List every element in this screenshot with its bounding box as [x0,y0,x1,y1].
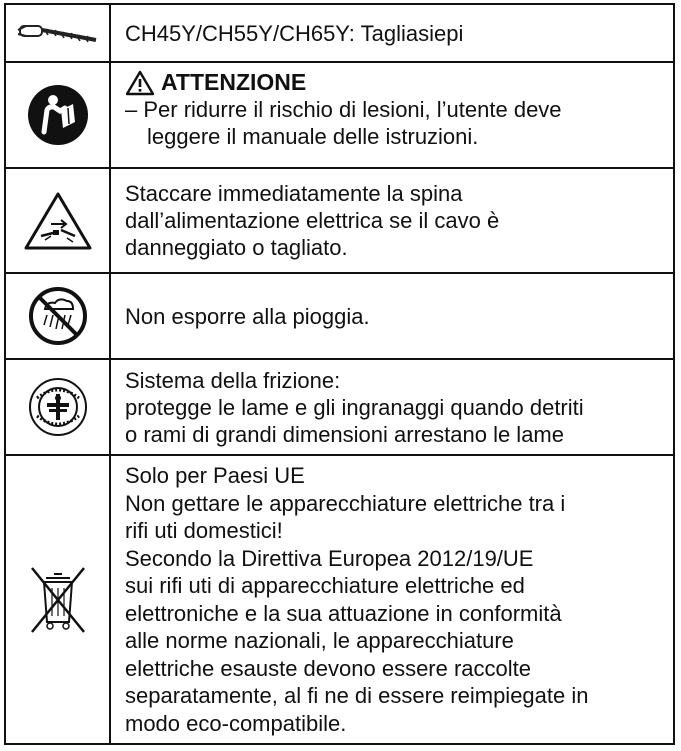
no-rain-icon [27,285,89,347]
table-row-product [6,5,673,63]
product-title: CH45Y/CH55Y/CH65Y: Tagliasiepi [125,20,464,46]
icon-cell [6,63,111,167]
table-row-weee [6,456,673,743]
warning-triangle-icon [125,70,155,96]
warning-line: leggere il manuale delle istruzioni. [147,124,479,149]
read-manual-icon [27,84,89,146]
table-row-rain [6,274,673,360]
icon-cell [6,360,111,454]
text-cell [111,456,673,743]
table-row-warning [6,63,673,169]
warning-line: – Per ridurre il rischio di lesioni, l’utente deve [125,97,562,122]
unplug-cable-warning-icon [23,190,93,252]
weee-line: rifi uti domestici! [125,518,283,543]
clutch-system-icon [27,376,89,438]
text-cell [111,5,673,61]
weee-line: alle norme nazionali, le apparecchiature [125,628,514,653]
table-row-unplug [6,169,673,274]
weee-line: sui rifi uti di apparecchiature elettriche ed [125,573,525,598]
weee-line: Solo per Paesi UE [125,463,305,488]
hedge-trimmer-icon [16,18,100,48]
crossed-out-bin-icon [26,564,90,636]
symbols-table [4,3,675,745]
weee-line: Secondo la Direttiva Europea 2012/19/UE [125,545,534,571]
weee-line: separatamente, al fi ne di essere reimpiegate in [125,683,589,708]
clutch-line: o rami di grandi dimensioni arrestano le lame [125,421,564,447]
icon-cell [6,274,111,358]
warning-heading [125,69,665,96]
icon-cell [6,456,111,743]
table-row-clutch [6,360,673,456]
clutch-line: Sistema della frizione: [125,367,341,393]
unplug-line: dall’alimentazione elettrica se il cavo è [125,208,500,233]
weee-line: elettroniche e la sua attuazione in conformità [125,600,562,626]
clutch-line: protegge le lame e gli ingranaggi quando detriti [125,394,584,420]
rain-warning: Non esporre alla pioggia. [125,303,370,329]
unplug-line: Staccare immediatamente la spina [125,181,463,206]
weee-line: elettriche esauste devono essere raccolte [125,655,532,681]
text-cell [111,63,673,167]
unplug-line: danneggiato o tagliato. [125,235,348,260]
text-cell [111,274,673,358]
icon-cell [6,5,111,61]
text-cell [111,360,673,454]
icon-cell [6,169,111,272]
warning-title: ATTENZIONE [161,69,307,95]
weee-line: Non gettare le apparecchiature elettriche tra i [125,490,566,516]
text-cell [111,169,673,272]
weee-line: modo eco-compatibile. [125,710,347,736]
